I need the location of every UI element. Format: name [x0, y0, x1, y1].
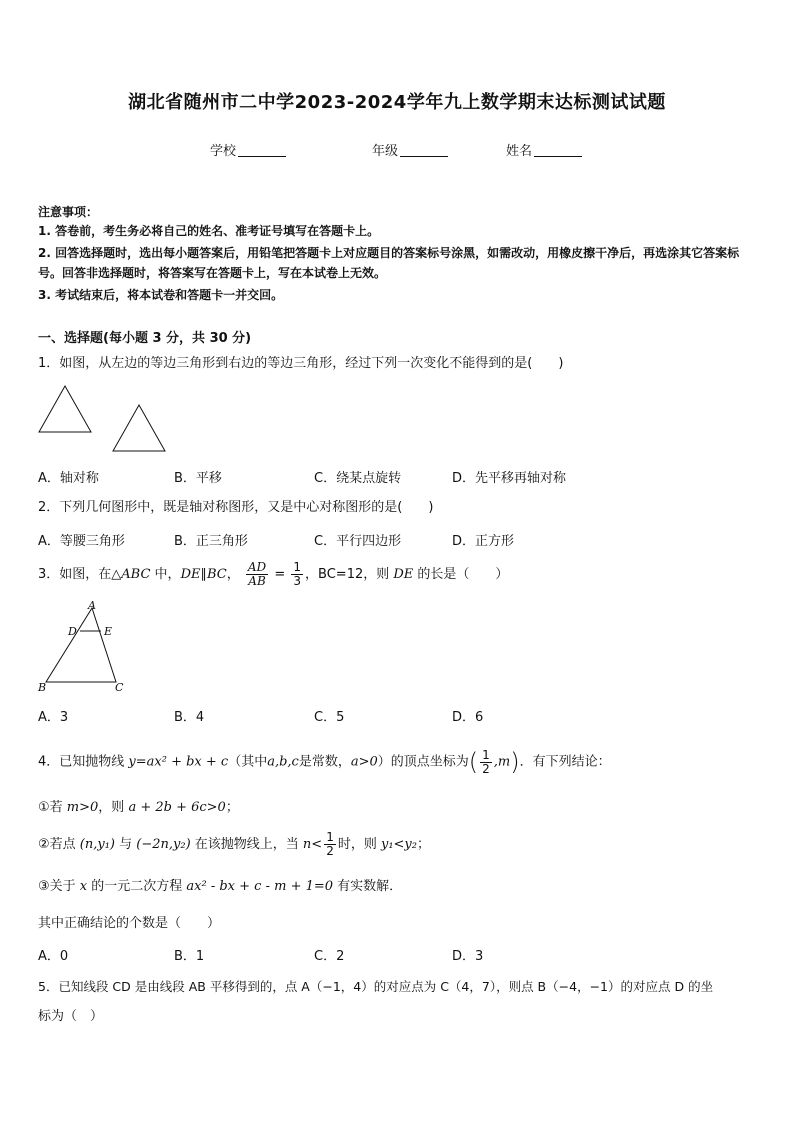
q4-text: 时，则 [337, 837, 381, 852]
q4-text: 在该抛物线上，当 [190, 837, 303, 852]
q3-text: 中， [150, 567, 181, 582]
q3-option-d: D．6 [452, 710, 484, 725]
grade-label: 年级 [372, 144, 399, 159]
q4-conclusion-2 [38, 830, 768, 860]
q4-text: （其中 [228, 754, 268, 770]
note-item-1: 1. 答卷前，考生务必将自己的姓名、准考证号填写在答题卡上。 [38, 224, 380, 238]
q3-text: 3．如图，在△ [38, 567, 122, 582]
school-blank [238, 144, 286, 157]
label-d: D [68, 625, 77, 638]
grade-blank [400, 144, 448, 157]
q4-math: (−2n,y₂) [136, 837, 191, 852]
q4-option-d: D．3 [452, 949, 484, 964]
label-e: E [104, 625, 113, 638]
q4-conclusion-3 [38, 877, 768, 897]
q4-math: m>0 [66, 800, 99, 815]
left-triangle [39, 386, 91, 432]
q4-text: ②若点 [38, 837, 80, 852]
q3-text: =12，则 [335, 567, 394, 582]
q3-parallel: ∥ [200, 567, 207, 582]
q4-text: ）的顶点坐标为 [377, 754, 469, 770]
q4-text: ③关于 [38, 879, 80, 894]
q4-math: n< [302, 837, 323, 852]
q3-option-c: C．5 [314, 710, 345, 725]
q1-option-c: C．绕某点旋转 [314, 471, 402, 486]
notes-heading: 注意事项： [38, 205, 99, 219]
q2-option-c: C．平行四边形 [314, 534, 402, 549]
q3-equals: = [270, 567, 290, 582]
grade-field [372, 140, 448, 159]
label-c: C [115, 681, 124, 694]
q4-option-c: C．2 [314, 949, 345, 964]
q4-conclusion-1 [38, 798, 768, 818]
question-3-stem [38, 560, 768, 590]
q3-triangle-figure [0, 598, 200, 698]
q4-vertex-fraction: $\frac{1}{2}$ [482, 747, 490, 776]
name-field [506, 140, 582, 159]
question-4-stem [38, 746, 768, 779]
q3-option-a: A．3 [38, 710, 69, 725]
q3-text: 的长是（ ） [413, 567, 509, 582]
q4-option-a: A．0 [38, 949, 69, 964]
school-field [210, 140, 286, 159]
q4-paren-close: ) [510, 748, 520, 776]
q4-math: ax² - bx + c - m + 1=0 [186, 879, 334, 894]
q4-half-fraction: $\frac{1}{2}$ [326, 830, 334, 858]
q4-text: ．有下列结论： [519, 754, 611, 770]
q4-text: ①若 [38, 800, 67, 815]
q4-math: y₁<y₂ [380, 837, 417, 852]
triangle-abc [46, 608, 116, 682]
q4-option-b: B．1 [174, 949, 205, 964]
name-label: 姓名 [506, 144, 533, 159]
q4-constants: a,b,c [267, 754, 299, 770]
question-2-stem: 2．下列几何图形中，既是轴对称图形，又是中心对称图形的是( ) [38, 500, 434, 515]
q4-text: 有实数解． [333, 879, 403, 894]
q4-text: ； [416, 837, 430, 852]
page-title: 湖北省随州市二中学2023-2024学年九上数学期末达标测试试题 [128, 92, 666, 113]
q3-value-fraction: $\frac{1}{3}$ [293, 560, 301, 588]
q4-question: 其中正确结论的个数是（ ） [38, 916, 221, 931]
section-heading: 一、选择题(每小题 3 分，共 30 分) [38, 331, 252, 346]
q3-text: ， [305, 567, 319, 582]
q4-math: x [79, 879, 88, 894]
q3-de: DE [393, 567, 414, 582]
note-item-3: 3. 考试结束后，将本试卷和答题卡一并交回。 [38, 288, 284, 302]
label-a: A [88, 599, 96, 612]
q4-text: 的一元二次方程 [87, 879, 187, 894]
q1-option-b: B．平移 [174, 471, 222, 486]
question-5-line-1: 5．已知线段 CD 是由线段 AB 平移得到的，点 A（−1，4）的对应点为 C（4，7），则点 B（−4，−1）的对应点 D 的坐 [38, 979, 714, 994]
label-b: B [38, 681, 47, 694]
q2-option-d: D．正方形 [452, 534, 515, 549]
q4-condition: a>0 [350, 754, 378, 770]
q4-paren-open: ( [468, 748, 479, 776]
q1-triangles-figure [0, 380, 794, 460]
q2-option-b: B．正三角形 [174, 534, 248, 549]
q3-text: ， [226, 567, 240, 582]
q3-bc: BC [318, 567, 336, 582]
q4-math: (n,y₁) [79, 837, 116, 852]
q2-option-a: A．等腰三角形 [38, 534, 125, 549]
q1-option-d: D．先平移再轴对称 [452, 471, 567, 486]
q3-ratio-fraction: $\frac{AD}{AB}$ [247, 560, 267, 588]
q4-parabola-equation: y=ax² + bx + c [128, 754, 229, 770]
q3-abc: ABC [121, 567, 151, 582]
q4-text: 4．已知抛物线 [38, 754, 129, 770]
q4-math: a + 2b + 6c>0 [128, 800, 226, 815]
question-5-line-2: 标为（ ） [38, 1009, 104, 1024]
q4-text: ，则 [98, 800, 129, 815]
q4-text: 与 [115, 837, 137, 852]
q4-text: ； [225, 800, 239, 815]
q4-text: 是常数， [298, 754, 351, 770]
q3-bc: BC [206, 567, 227, 582]
q1-option-a: A．轴对称 [38, 471, 99, 486]
q4-vertex-m: ,m [493, 754, 511, 770]
question-1-stem: 1．如图，从左边的等边三角形到右边的等边三角形，经过下列一次变化不能得到的是( ) [38, 356, 564, 371]
right-triangle [113, 405, 165, 451]
q3-option-b: B．4 [174, 710, 205, 725]
name-blank [534, 144, 582, 157]
q3-de: DE [180, 567, 201, 582]
school-label: 学校 [210, 144, 237, 159]
note-item-2: 2. 回答选择题时，选出每小题答案后，用铅笔把答题卡上对应题目的答案标号涂黑，如需改动，用橡皮擦干净后，再选涂其它答案标号。回答非选择题时，将答案写在答题卡上，写在本试卷上无效。 [38, 246, 740, 280]
